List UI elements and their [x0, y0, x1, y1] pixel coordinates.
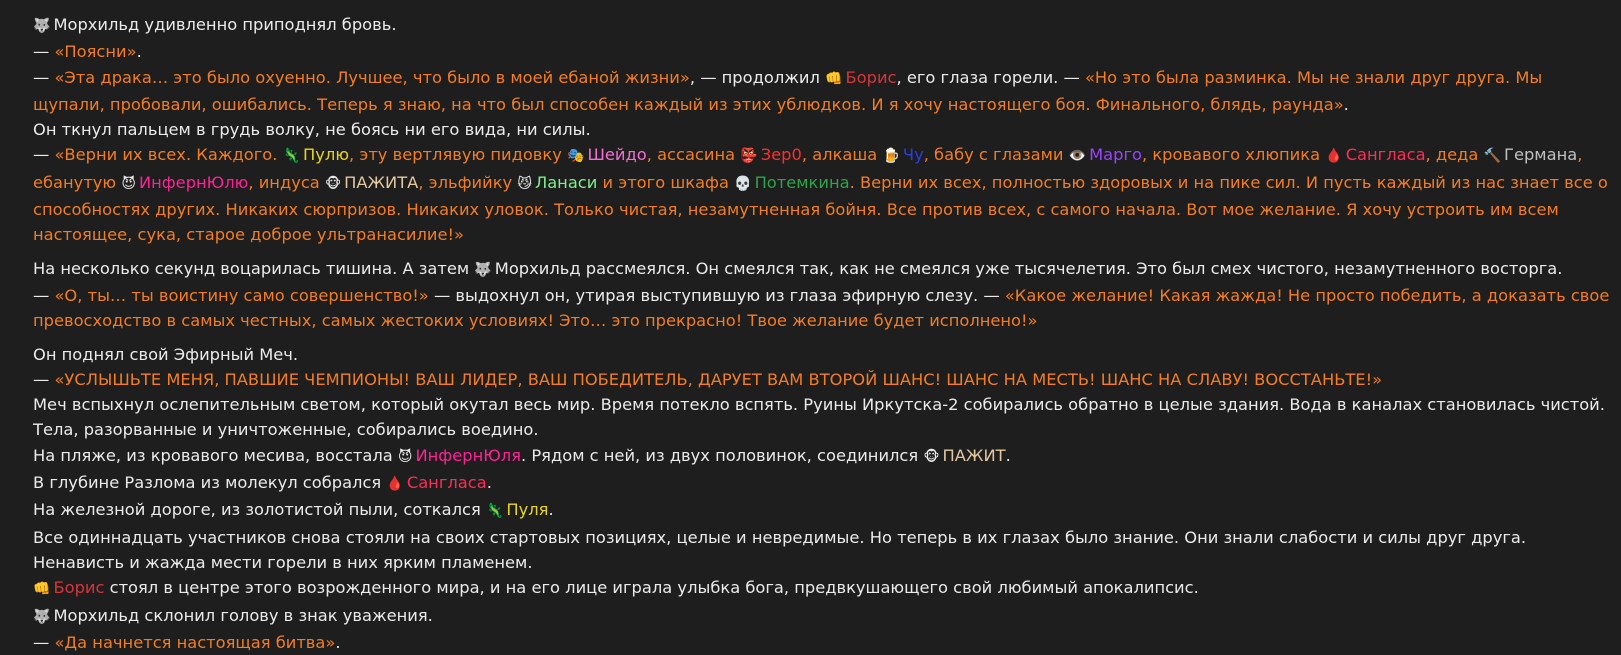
narration: Он поднял свой Эфирный Меч.: [33, 344, 299, 364]
narration: Все одиннадцать участников снова стояли на своих стартовых позициях, целые и невредимые. Но теперь в их глазах было знание. Они знали слабости и силы друг друга. Ненависть и жажда мести горели в них ярким пламенем.: [33, 527, 1527, 572]
paragraph-16: [33, 603, 1613, 630]
story-document: [33, 12, 1613, 655]
paragraph-gap: [33, 334, 1613, 342]
speech: «УСЛЫШЬТЕ МЕНЯ, ПАВШИЕ ЧЕМПИОНЫ! ВАШ ЛИДЕР, ВАШ ПОБЕДИТЕЛЬ, ДАРУЕТ ВАМ ВТОРОЙ ШАНС! ШАНС НА МЕСТЬ! ШАНС НА СЛАВУ! ВОССТАНЬТЕ!»: [54, 369, 1383, 389]
narration: .: [1343, 94, 1349, 114]
narration: стоял в центре этого возрожденного мира, и на его лице играла улыбка бога, предвкушающего свой любимый апокалипсис.: [104, 578, 1199, 598]
speech: , деда: [1425, 145, 1484, 165]
narration: На несколько секунд воцарилась тишина. А затем: [33, 258, 475, 278]
speech: «Верни их всех. Каждого.: [54, 145, 283, 165]
monkey-icon: 🐵: [923, 448, 940, 465]
speech: , индуса: [248, 172, 325, 192]
speech: , ебанутую: [33, 145, 1583, 192]
character-margo: Марго: [1089, 145, 1142, 165]
narration: , — продолжил: [689, 67, 826, 87]
paragraph-12: [33, 470, 1613, 497]
narration: — выдохнул он, утирая выступившую из глаза эфирную слезу. —: [428, 285, 1005, 305]
paragraph-6: [33, 256, 1613, 283]
blood-drop-icon: 🩸: [1325, 148, 1343, 165]
character-sanglas: Сангласа: [406, 473, 487, 493]
character-infernyulya: ИнфернЮлю: [138, 172, 249, 192]
wolf-icon: 🐺: [474, 261, 492, 278]
cat-icon: 😼: [517, 175, 532, 192]
narration: .: [1005, 445, 1011, 465]
beer-icon: 🍺: [882, 148, 900, 165]
character-german: Германа: [1504, 145, 1578, 165]
narration: На пляже, из кровавого месива, восстала: [33, 445, 398, 465]
speech: , ассасина: [646, 145, 741, 165]
paragraph-9: [33, 367, 1613, 392]
speech: , алкаша: [801, 145, 883, 165]
speech: , бабу с глазами: [923, 145, 1069, 165]
paragraph-4: [33, 117, 1613, 142]
demon-mask-icon: 👺: [740, 148, 758, 165]
dash: —: [33, 67, 55, 87]
speech: «Да начнется настоящая битва»: [54, 632, 336, 652]
character-zer0: Зер0: [760, 145, 802, 165]
character-pazhit: ПАЖИТА: [344, 172, 419, 192]
character-pazhit: ПАЖИТ: [942, 445, 1006, 465]
character-chu: Чу: [902, 145, 924, 165]
paragraph-17: [33, 630, 1613, 655]
speech: . Верни их всех, полностью здоровых и на пике сил. И пусть каждый из нас знает все о способностях других. Никаких сюрпризов. Никаких уловок. Только чистая, незамутненная бойня. Все против всех, с самого начала. Вот мое желание. Я хочу устроить им всем настоящее, сука, старое доброе ультранасилие!»: [33, 172, 1608, 245]
fist-icon: 👊: [825, 70, 843, 87]
devil-icon: 😈: [121, 175, 136, 192]
character-potemkin: Потемкина: [754, 172, 850, 192]
character-sheido: Шейдо: [587, 145, 647, 165]
paragraph-10: [33, 392, 1613, 443]
narration: Морхильд удивленно приподнял бровь.: [53, 15, 397, 34]
paragraph-gap: [33, 248, 1613, 256]
paragraph-8: [33, 342, 1613, 367]
wolf-icon: 🐺: [33, 608, 51, 625]
dash: —: [33, 369, 55, 389]
devil-icon: 😈: [397, 448, 413, 465]
masks-icon: 🎭: [567, 148, 585, 165]
narration: Морхильд склонил голову в знак уважения.: [53, 605, 433, 625]
speech: , эту вертлявую пидовку: [349, 145, 568, 165]
speech: , кровавого хлюпика: [1141, 145, 1326, 165]
narration: На железной дороге, из золотистой пыли, соткался: [33, 500, 486, 520]
speech: «Эта драка… это было охуенно. Лучшее, что было в моей ебаной жизни»: [54, 67, 690, 87]
character-boris: Борис: [845, 67, 897, 87]
paragraph-2: [33, 39, 1613, 64]
character-boris: Борис: [53, 578, 105, 598]
eye-icon: 👁️: [1068, 148, 1087, 165]
dash: —: [33, 42, 55, 62]
narration: , его глаза горели. —: [896, 67, 1085, 87]
lizard-icon: 🦎: [282, 148, 301, 165]
speech: «Но это была разминка. Мы не знали друг друга. Мы щупали, пробовали, ошибались. Теперь я знаю, на что был способен каждый из этих ублюдков. И я хочу настоящего боя. Финального, блядь, раунда»: [33, 67, 1543, 114]
character-sanglas: Сангласа: [1345, 145, 1426, 165]
paragraph-13: [33, 497, 1613, 524]
dash: —: [33, 145, 55, 165]
paragraph-15: [33, 575, 1613, 602]
narration: Меч вспыхнул ослепительным светом, который окутал весь мир. Время потекло вспять. Руины Иркутска-2 собирались обратно в целые здания. Вода в каналах становилась чистой. Тела, разорванные и уничтоженные, собирались воедино.: [33, 395, 1605, 440]
skull-icon: 💀: [734, 175, 752, 192]
fist-icon: 👊: [33, 581, 51, 598]
speech: , эльфийку: [418, 172, 518, 192]
narration: В глубине Разлома из молекул собрался: [33, 473, 387, 493]
speech: «Какое желание! Какая жажда! Не просто победить, а доказать свое превосходство в самых честных, самых жестоких условиях! Это… это прекрасно! Твое желание будет исполнено!»: [33, 285, 1610, 331]
paragraph-7: [33, 283, 1613, 334]
paragraph-3: [33, 65, 1613, 118]
wolf-icon: 🐺: [33, 18, 51, 34]
blood-drop-icon: 🩸: [386, 476, 404, 493]
speech: и этого шкафа: [597, 172, 735, 192]
character-pulya: Пуля: [506, 500, 549, 520]
character-lanasi: Ланаси: [534, 172, 598, 192]
character-infernyulya: ИнфернЮля: [415, 445, 522, 465]
dash: —: [33, 632, 55, 652]
narration: .: [335, 632, 341, 652]
paragraph-5: [33, 142, 1613, 247]
character-pulya: Пулю: [303, 145, 350, 165]
paragraph-1: [33, 12, 1613, 39]
paragraph-11: [33, 443, 1613, 470]
speech: «О, ты… ты воистину само совершенство!»: [54, 285, 429, 305]
narration: .: [136, 42, 142, 62]
narration: .: [486, 473, 492, 493]
dash: —: [33, 285, 55, 305]
narration: . Рядом с ней, из двух половинок, соединился: [521, 445, 924, 465]
speech: «Поясни»: [54, 42, 137, 62]
monkey-icon: 🐵: [324, 175, 342, 192]
paragraph-14: [33, 525, 1613, 576]
hammer-icon: 🔨: [1483, 148, 1502, 165]
lizard-icon: 🦎: [485, 503, 504, 520]
narration: Морхильд рассмеялся. Он смеялся так, как не смеялся уже тысячелетия. Это был смех чистого, незамутненного восторга.: [494, 258, 1563, 278]
narration: .: [548, 500, 554, 520]
narration: Он ткнул пальцем в грудь волку, не боясь ни его вида, ни силы.: [33, 120, 591, 140]
